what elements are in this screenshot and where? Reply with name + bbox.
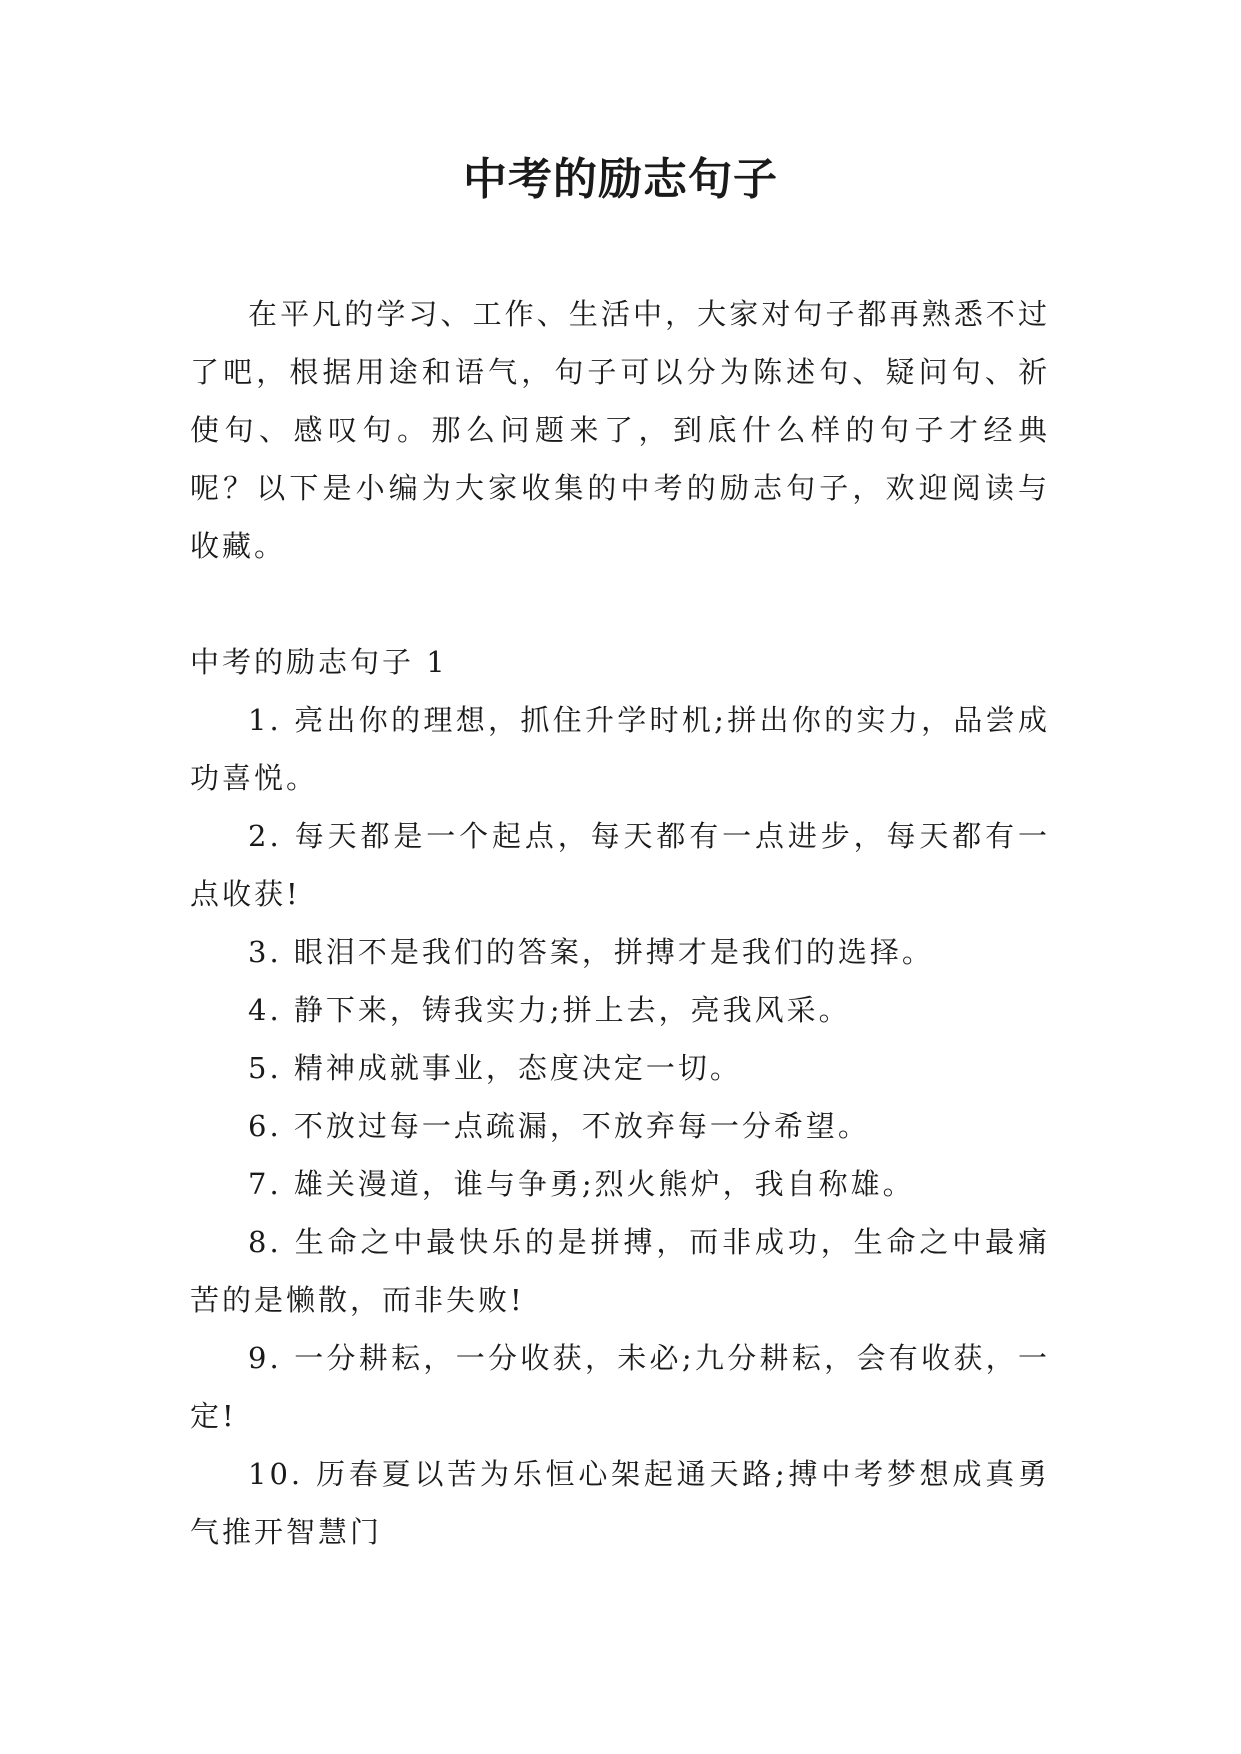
list-item: 5. 精神成就事业，态度决定一切。 (248, 1051, 742, 1085)
list-item: 2. 每天都是一个起点，每天都有一点进步，每天都有一点收获! (190, 819, 1050, 911)
section-heading: 中考的励志句子 1 (190, 645, 448, 679)
list-item: 3. 眼泪不是我们的答案，拼搏才是我们的选择。 (248, 935, 934, 969)
list-item: 4. 静下来，铸我实力;拼上去，亮我风采。 (248, 993, 851, 1027)
list-item: 7. 雄关漫道，谁与争勇;烈火熊炉，我自称雄。 (248, 1167, 915, 1201)
list-item: 1. 亮出你的理想，抓住升学时机;拼出你的实力，品尝成功喜悦。 (190, 703, 1050, 795)
list-item: 10. 历春夏以苦为乐恒心架起通天路;搏中考梦想成真勇气推开智慧门 (190, 1457, 1050, 1549)
page-title: 中考的励志句子 (463, 154, 778, 205)
list-item: 8. 生命之中最快乐的是拼搏，而非成功，生命之中最痛苦的是懒散，而非失败! (190, 1225, 1050, 1317)
document-body (190, 285, 1050, 1561)
quote-list (190, 691, 1050, 1561)
list-item: 6. 不放过每一点疏漏，不放弃每一分希望。 (248, 1109, 870, 1143)
list-item: 9. 一分耕耘，一分收获，未必;九分耕耘，会有收获，一定! (190, 1341, 1050, 1433)
intro-paragraph: 在平凡的学习、工作、生活中，大家对句子都再熟悉不过了吧，根据用途和语气，句子可以分为陈述句、疑问句、祈使句、感叹句。那么问题来了，到底什么样的句子才经典呢？以下是小编为大家收集的中考的励志句子，欢迎阅读与收藏。 (190, 297, 1050, 563)
